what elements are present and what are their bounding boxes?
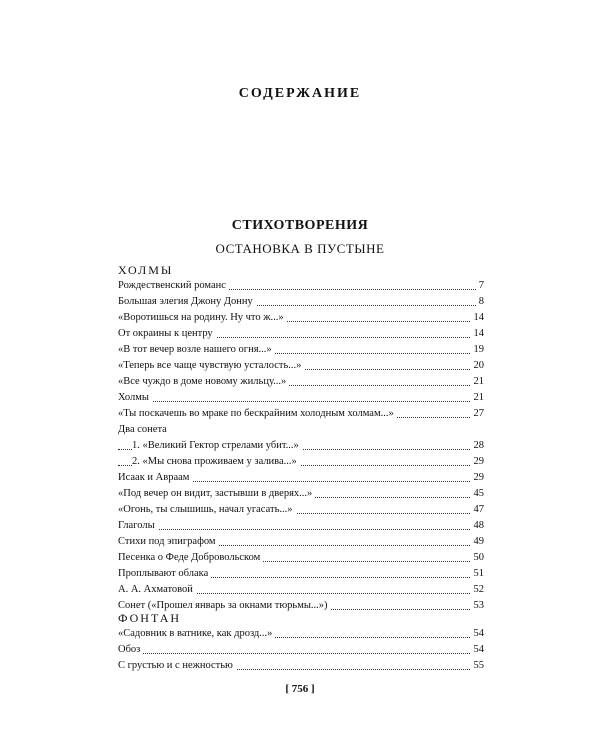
- entry-page: 49: [471, 534, 485, 550]
- toc-entry: [118, 534, 484, 550]
- entry-title: «Ты поскачешь во мраке по бескрайним холодным холмам...»: [118, 408, 397, 419]
- toc-entry: [118, 278, 484, 294]
- section-title-holmy: ХОЛМЫ: [118, 263, 174, 277]
- entry-title: Исаак и Авраам: [118, 472, 192, 483]
- toc-entry: [118, 438, 484, 454]
- entry-title: Стихи под эпиграфом: [118, 536, 219, 547]
- entry-title: С грустью и с нежностью: [118, 660, 236, 671]
- entry-title: «В тот вечер возле нашего огня...»: [118, 344, 275, 355]
- section-title-fontan: ФОНТАН: [118, 611, 182, 625]
- entry-title: Рождественский романс: [118, 280, 229, 291]
- dot-leader: [118, 529, 484, 530]
- entry-page: 8: [476, 294, 484, 310]
- entry-title: 2. «Мы снова проживаем у залива...»: [132, 456, 300, 467]
- toc-entry: [118, 358, 484, 374]
- entry-page: 21: [471, 374, 485, 390]
- entry-page: 50: [471, 550, 485, 566]
- entry-page: 55: [471, 658, 485, 674]
- toc-entry: [118, 658, 484, 674]
- entry-title: Два сонета: [118, 424, 170, 435]
- entry-page: 21: [471, 390, 485, 406]
- entry-page: 52: [471, 582, 485, 598]
- entry-title: «Под вечер он видит, застывши в дверях...»: [118, 488, 315, 499]
- toc-entry: [118, 502, 484, 518]
- entry-page: 7: [476, 278, 484, 294]
- toc-entry: [118, 550, 484, 566]
- entry-title: Обоз: [118, 644, 143, 655]
- entry-title: «Все чуждо в доме новому жильцу...»: [118, 376, 289, 387]
- entry-page: 45: [471, 486, 485, 502]
- toc-entry: [118, 470, 484, 486]
- entry-title: Большая элегия Джону Донну: [118, 296, 256, 307]
- part-title: СТИХОТВОРЕНИЯ: [231, 218, 369, 233]
- book-title: ОСТАНОВКА В ПУСТЫНЕ: [215, 241, 385, 256]
- toc-entry: [118, 374, 484, 390]
- toc-entry: [118, 454, 484, 470]
- entry-title: Сонет («Прошел январь за окнами тюрьмы...»): [118, 600, 331, 611]
- toc-entry: [118, 326, 484, 342]
- entry-page: 14: [471, 326, 485, 342]
- entry-page: 54: [471, 626, 485, 642]
- entry-page: 53: [471, 598, 485, 614]
- entry-page: 54: [471, 642, 485, 658]
- entry-page: 29: [471, 470, 485, 486]
- entry-page: 47: [471, 502, 485, 518]
- entry-page: 14: [471, 310, 485, 326]
- entry-page: 48: [471, 518, 485, 534]
- entry-title: 1. «Великий Гектор стрелами убит...»: [132, 440, 302, 451]
- toc-group-heading: [118, 422, 484, 438]
- entry-page: 20: [471, 358, 485, 374]
- entry-title: «Садовник в ватнике, как дрозд...»: [118, 628, 275, 639]
- entry-title: «Огонь, ты слышишь, начал угасать...»: [118, 504, 296, 515]
- dot-leader: [118, 653, 484, 654]
- entry-title: «Воротишься на родину. Ну что ж...»: [118, 312, 287, 323]
- entry-page: 29: [471, 454, 485, 470]
- toc-entry: [118, 342, 484, 358]
- toc-entry: [118, 406, 484, 422]
- toc-entry: [118, 486, 484, 502]
- entry-page: 27: [471, 406, 485, 422]
- entry-title: Холмы: [118, 392, 152, 403]
- toc-list-holmy: [118, 278, 484, 614]
- entry-title: А. А. Ахматовой: [118, 584, 196, 595]
- toc-list-fontan: [118, 626, 484, 674]
- contents-title: СОДЕРЖАНИЕ: [238, 86, 362, 101]
- toc-entry: [118, 310, 484, 326]
- toc-entry: [118, 390, 484, 406]
- entry-title: Песенка о Феде Добровольском: [118, 552, 263, 563]
- toc-entry: [118, 642, 484, 658]
- entry-page: 19: [471, 342, 485, 358]
- toc-entry: [118, 566, 484, 582]
- toc-entry: [118, 518, 484, 534]
- dot-leader: [118, 401, 484, 402]
- entry-title: «Теперь все чаще чувствую усталость...»: [118, 360, 304, 371]
- entry-title: Проплывают облака: [118, 568, 211, 579]
- entry-page: 28: [471, 438, 485, 454]
- entry-page: 51: [471, 566, 485, 582]
- toc-entry: [118, 626, 484, 642]
- toc-entry: [118, 294, 484, 310]
- entry-title: От окраины к центру: [118, 328, 216, 339]
- page-number: [ 756 ]: [285, 683, 315, 695]
- toc-entry: [118, 582, 484, 598]
- entry-title: Глаголы: [118, 520, 158, 531]
